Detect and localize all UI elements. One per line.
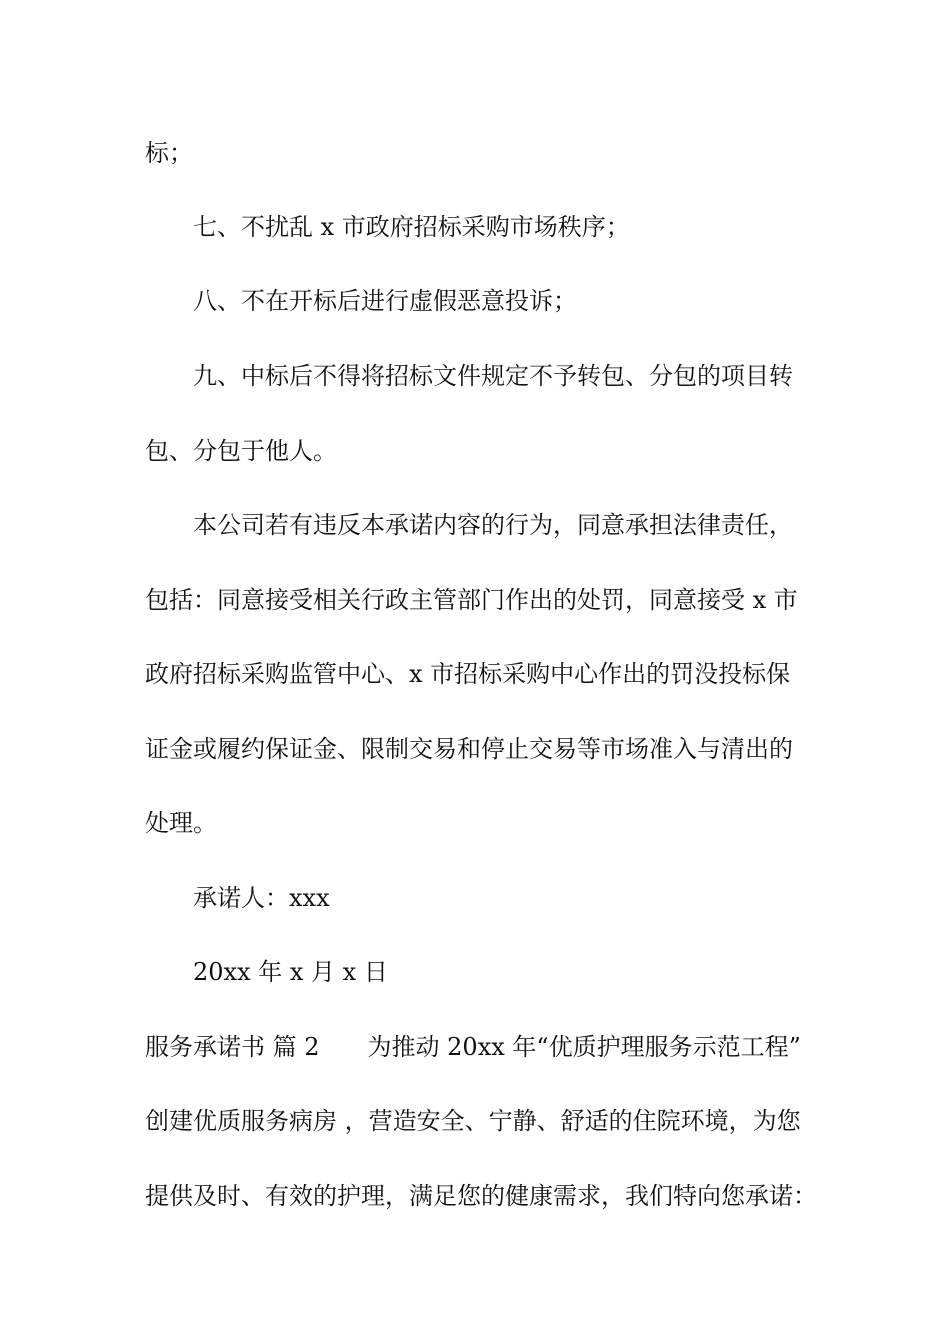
section2-first-line: [145, 1031, 801, 1063]
text-line-2: 七、不扰乱 x 市政府招标采购市场秩序；: [193, 213, 630, 241]
text-line-6: 本公司若有违反本承诺内容的行为，同意承担法律责任，: [193, 511, 793, 539]
text-line-5: 包、分包于他人。: [145, 437, 337, 465]
text-line-1: 标；: [145, 139, 193, 167]
section2-line-3: 提供及时、有效的护理，满足您的健康需求，我们特向您承诺：: [145, 1182, 817, 1210]
signatory-line: 承诺人：xxx: [193, 884, 330, 912]
text-line-9: 证金或履约保证金、限制交易和停止交易等市场准入与清出的: [145, 735, 793, 763]
section2-heading: 服务承诺书 篇 2: [145, 1033, 320, 1061]
text-line-7: 包括：同意接受相关行政主管部门作出的处罚，同意接受 x 市: [145, 586, 798, 614]
text-line-8: 政府招标采购监管中心、x 市招标采购中心作出的罚没投标保: [145, 660, 791, 688]
text-line-4: 九、中标后不得将招标文件规定不予转包、分包的项目转: [193, 362, 793, 390]
text-line-10: 处理。: [145, 809, 217, 837]
text-line-3: 八、不在开标后进行虚假恶意投诉；: [193, 287, 577, 315]
date-line: 20xx 年 x 月 x 日: [193, 958, 388, 986]
section2-intro: 为推动 20xx 年“优质护理服务示范工程”: [367, 1033, 801, 1061]
section2-line-2: 创建优质服务病房 ，营造安全、宁静、舒适的住院环境，为您: [145, 1107, 801, 1135]
